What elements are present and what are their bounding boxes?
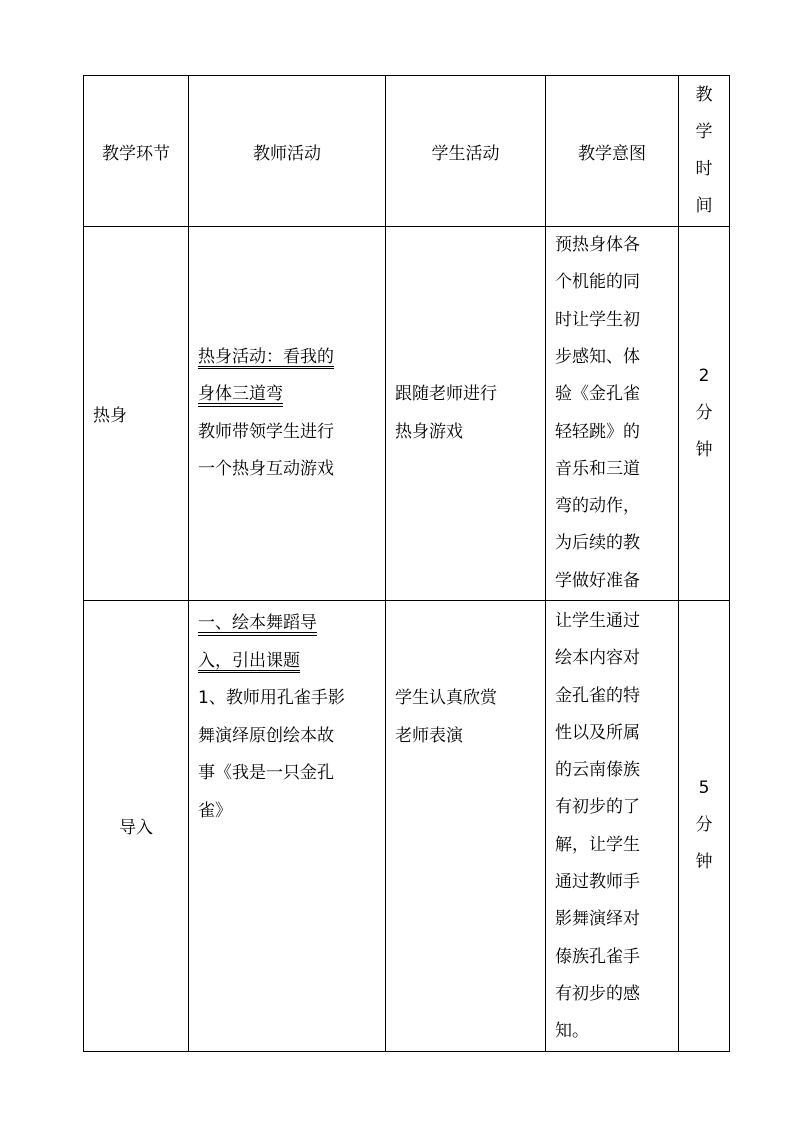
intent-text: 轻轻跳》的: [555, 421, 640, 442]
teaching-intent-cell: [546, 601, 679, 1052]
activity-text: 1、教师用孔雀手影: [198, 688, 345, 708]
header-time-char: 间: [695, 196, 713, 216]
header-time-char: 教: [695, 85, 713, 105]
intent-text: 让学生通过: [555, 611, 640, 631]
intent-text: 个机能的同: [555, 272, 640, 293]
time-text: 分: [695, 403, 713, 423]
student-text: 跟随老师进行: [395, 384, 497, 404]
header-teaching-intent: 教学意图: [546, 76, 679, 227]
intent-text: 步感知、体: [555, 346, 640, 367]
teaching-intent-cell: [546, 227, 679, 601]
header-time-char: 时: [695, 159, 713, 179]
table-row: [84, 227, 730, 601]
time-text: 钟: [695, 440, 713, 460]
student-activity-cell: [386, 601, 546, 1052]
teaching-time-cell: [679, 601, 730, 1052]
time-text: 5: [698, 778, 710, 799]
intent-text: 傣族孔雀手: [555, 946, 640, 967]
student-text: 学生认真欣赏: [395, 688, 497, 708]
intent-text: 影舞演绎对: [555, 909, 640, 930]
intent-text: 预热身体各: [555, 235, 640, 256]
time-text: 钟: [695, 852, 713, 873]
intent-text: 金孔雀的特: [555, 685, 640, 706]
header-teacher-activity: 教师活动: [189, 76, 386, 227]
header-student-activity: 学生活动: [386, 76, 546, 227]
intent-text: 时让学生初: [555, 309, 640, 330]
student-text: 老师表演: [395, 725, 463, 746]
activity-text: 教师带领学生进行: [198, 421, 334, 442]
activity-text: 一个热身互动游戏: [198, 459, 334, 479]
intent-text: 绘本内容对: [555, 648, 640, 669]
lesson-plan-table: [83, 75, 730, 1052]
activity-text: 雀》: [198, 800, 232, 821]
intent-text: 通过教师手: [555, 872, 640, 893]
header-teaching-time: [679, 76, 730, 227]
intent-text: 学做好准备: [555, 570, 640, 591]
header-stage: 教学环节: [84, 76, 189, 227]
time-text: 2: [698, 366, 710, 386]
activity-title: 入，引出课题: [198, 650, 300, 671]
intent-text: 的云南傣族: [555, 760, 640, 781]
intent-text: 音乐和三道: [555, 458, 640, 479]
intent-text: 知。: [555, 1021, 589, 1042]
intent-text: 弯的动作，: [555, 496, 640, 517]
student-text: 热身游戏: [395, 421, 463, 442]
activity-title: 一、绘本舞蹈导: [198, 613, 317, 633]
table-row: [84, 601, 730, 1052]
header-time-char: 学: [695, 122, 713, 142]
teacher-activity-cell: [189, 601, 386, 1052]
header-row: [84, 76, 730, 227]
intent-text: 验《金孔雀: [555, 384, 640, 405]
time-text: 分: [695, 815, 713, 836]
activity-text: 舞演绎原创绘本故: [198, 725, 334, 746]
student-activity-cell: [386, 227, 546, 601]
activity-title: 热身活动：看我的: [198, 346, 334, 367]
intent-text: 有初步的感: [555, 983, 640, 1004]
activity-text: 事《我是一只金孔: [198, 763, 334, 783]
intent-text: 性以及所属: [555, 722, 640, 743]
intent-text: 解，让学生: [555, 834, 640, 855]
teaching-time-cell: [679, 227, 730, 601]
stage-cell: 导入: [84, 601, 189, 1052]
teacher-activity-cell: [189, 227, 386, 601]
stage-cell: 热身: [84, 227, 189, 601]
intent-text: 为后续的教: [555, 533, 640, 554]
activity-title: 身体三道弯: [198, 384, 283, 404]
intent-text: 有初步的了: [555, 797, 640, 818]
